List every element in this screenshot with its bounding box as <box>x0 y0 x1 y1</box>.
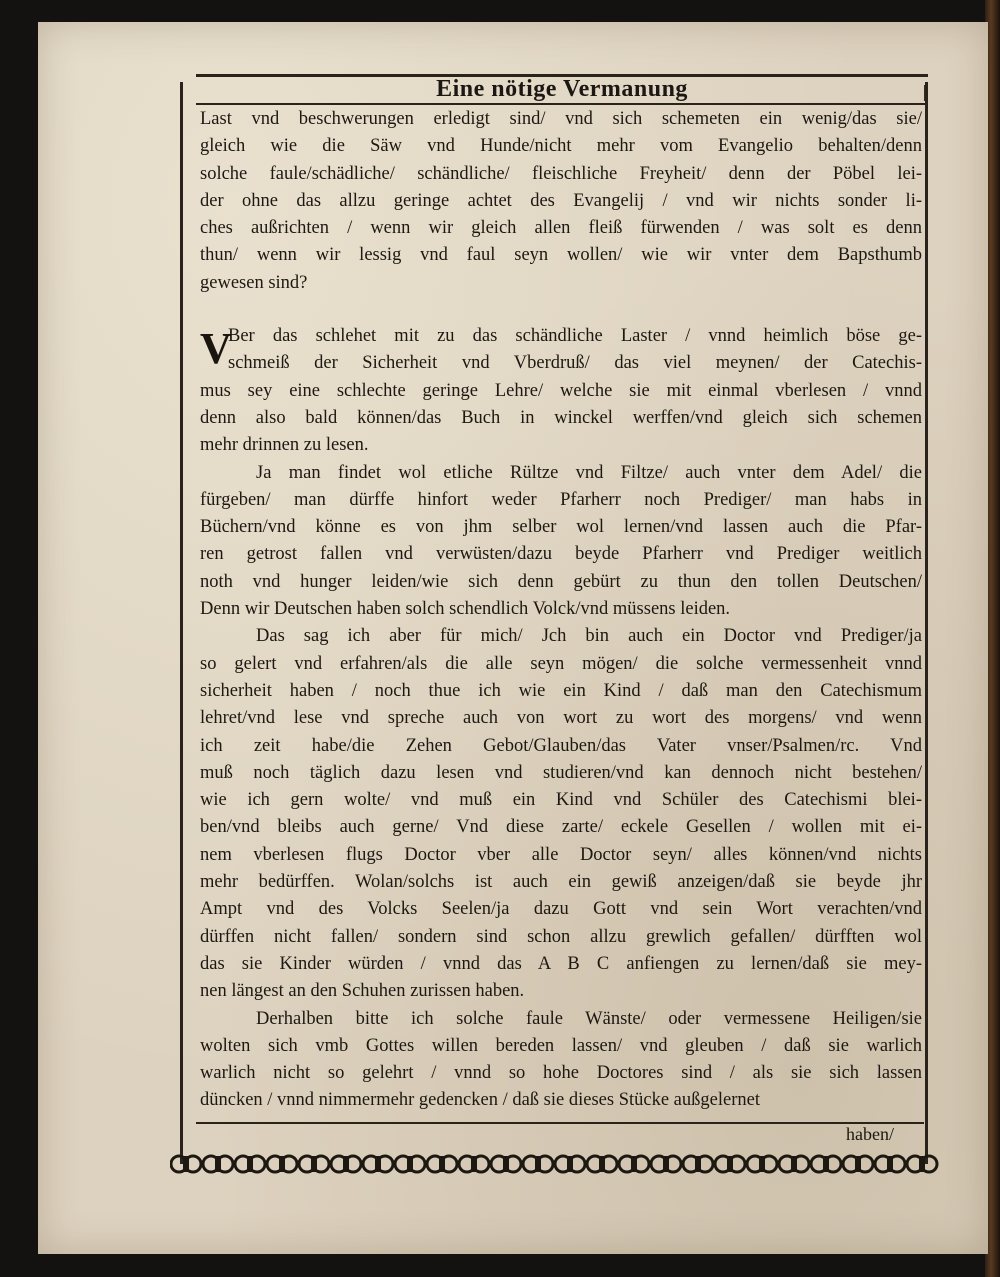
foot-rule <box>196 1122 924 1124</box>
text-line: das sie Kinder würden / vnnd das A B C anfiengen zu lernen/daß sie mey- <box>200 953 922 974</box>
text-line: lehret/vnd lese vnd spreche auch von wort zu wort des morgens/ vnd wenn <box>200 708 922 729</box>
paragraph <box>200 460 922 624</box>
paragraph <box>200 623 922 1005</box>
text-line: Das sag ich aber für mich/ Jch bin auch ein Doctor vnd Prediger/ja <box>256 626 922 647</box>
paragraph-gap <box>200 297 922 323</box>
text-line: warlich nicht so gelehrt / vnnd so hohe Doctores sind / als sie sich lassen <box>200 1063 922 1084</box>
fleuron-border-icon <box>170 1150 940 1178</box>
text-line: wolten sich vmb Gottes willen bereden lassen/ vnd gleuben / daß sie warlich <box>200 1035 922 1056</box>
text-line: schmeiß der Sicherheit vnd Vberdruß/ das viel meynen/ der Catechis- <box>228 353 922 374</box>
text-line: Ber das schlehet mit zu das schändliche Laster / vnnd heimlich böse ge- <box>228 326 922 347</box>
text-line: dürffen nicht fallen/ sondern sind schon allzu grewlich gefallen/ dürfften wol <box>200 926 922 947</box>
text-line: mus sey eine schlechte geringe Lehre/ welche sie mit einmal vberlesen / vnnd <box>200 380 922 401</box>
drop-cap: V <box>200 324 232 374</box>
paragraph <box>200 1006 922 1115</box>
running-head: Eine nötige Vermanung <box>436 76 688 102</box>
text-line: mehr drinnen zu lesen. <box>200 435 369 456</box>
text-line: ich zeit habe/die Zehen Gebot/Glauben/das Vater vnser/Psalmen/rc. Vnd <box>200 735 922 756</box>
text-line: gewesen sind? <box>200 272 308 293</box>
text-line: fürgeben/ man dürffe hinfort weder Pfarherr noch Prediger/ man habs in <box>200 489 922 510</box>
text-line: noth vnd hunger leiden/wie sich denn gebürt zu thun den tollen Deutschen/ <box>200 571 922 592</box>
text-line: mehr bedürffen. Wolan/solchs ist auch ein gewiß anzeigen/daß sie beyde jhr <box>200 872 922 893</box>
text-line: denn also bald können/das Buch in winckel werffen/vnd gleich sich schemen <box>200 407 922 428</box>
margin-mark: | <box>922 82 928 101</box>
text-line: Büchern/vnd könne es von jhm selber wol lernen/vnd lassen auch die Pfar- <box>200 517 922 538</box>
text-line: so gelert vnd erfahren/als die alle seyn mögen/ die solche vermessenheit vnnd <box>200 653 922 674</box>
text-line: gleich wie die Säw vnd Hunde/nicht mehr vom Evangelio behalten/denn <box>200 136 922 157</box>
text-line: düncken / vnnd nimmermehr gedencken / daß sie dieses Stücke außgelernet <box>200 1090 760 1111</box>
text-line: muß noch täglich dazu lesen vnd studieren/vnd kan dennoch nicht bestehen/ <box>200 762 922 783</box>
text-line: solche faule/schädliche/ schändliche/ fleischliche Freyheit/ denn der Pöbel lei- <box>200 163 922 184</box>
text-line: ren getrost fallen vnd verwüsten/dazu beyde Pfarherr vnd Prediger weitlich <box>200 544 922 565</box>
text-line: Denn wir Deutschen haben solch schendlich Volck/vnd müssens leiden. <box>200 599 731 620</box>
text-line: thun/ wenn wir lessig vnd faul seyn wollen/ wie wir vnter dem Bapsthumb <box>200 245 922 266</box>
text-line: ben/vnd bleibs auch gerne/ Vnd diese zarte/ eckele Gesellen / wollen mit ei- <box>200 817 922 838</box>
head-rule-bottom <box>196 103 928 105</box>
text-line: sicherheit haben / noch thue ich wie ein Kind / daß man den Catechismum <box>200 680 922 701</box>
text-line: Derhalben bitte ich solche faule Wänste/ oder vermessene Heiligen/sie <box>256 1008 922 1029</box>
text-line: nem vberlesen flugs Doctor vber alle Doctor seyn/ alles können/vnd nichts <box>200 844 922 865</box>
text-line: ches außrichten / wenn wir gleich allen fleiß fürwenden / was solt es denn <box>200 218 922 239</box>
text-line: nen längest an den Schuhen zurissen haben. <box>200 981 525 1002</box>
text-line: der ohne das allzu geringe achtet des Evangelij / vnd wir nichts sonder li- <box>200 190 922 211</box>
text-line: Ja man findet wol etliche Rültze vnd Filtze/ auch vnter dem Adel/ die <box>256 462 922 483</box>
body-text <box>200 106 922 1115</box>
text-line: Ampt vnd des Volcks Seelen/ja dazu Gott vnd sein Wort verachten/vnd <box>200 899 922 920</box>
frame-rule-left <box>180 82 183 1164</box>
frame-rule-right <box>925 82 928 1164</box>
paragraph <box>200 106 922 297</box>
text-line: Last vnd beschwerungen erledigt sind/ vnd sich schemeten ein wenig/das sie/ <box>200 109 922 129</box>
catchword: haben/ <box>846 1124 894 1144</box>
paragraph <box>200 323 922 459</box>
text-line: wie ich gern wolte/ vnd muß ein Kind vnd Schüler des Catechismi blei- <box>200 790 922 811</box>
